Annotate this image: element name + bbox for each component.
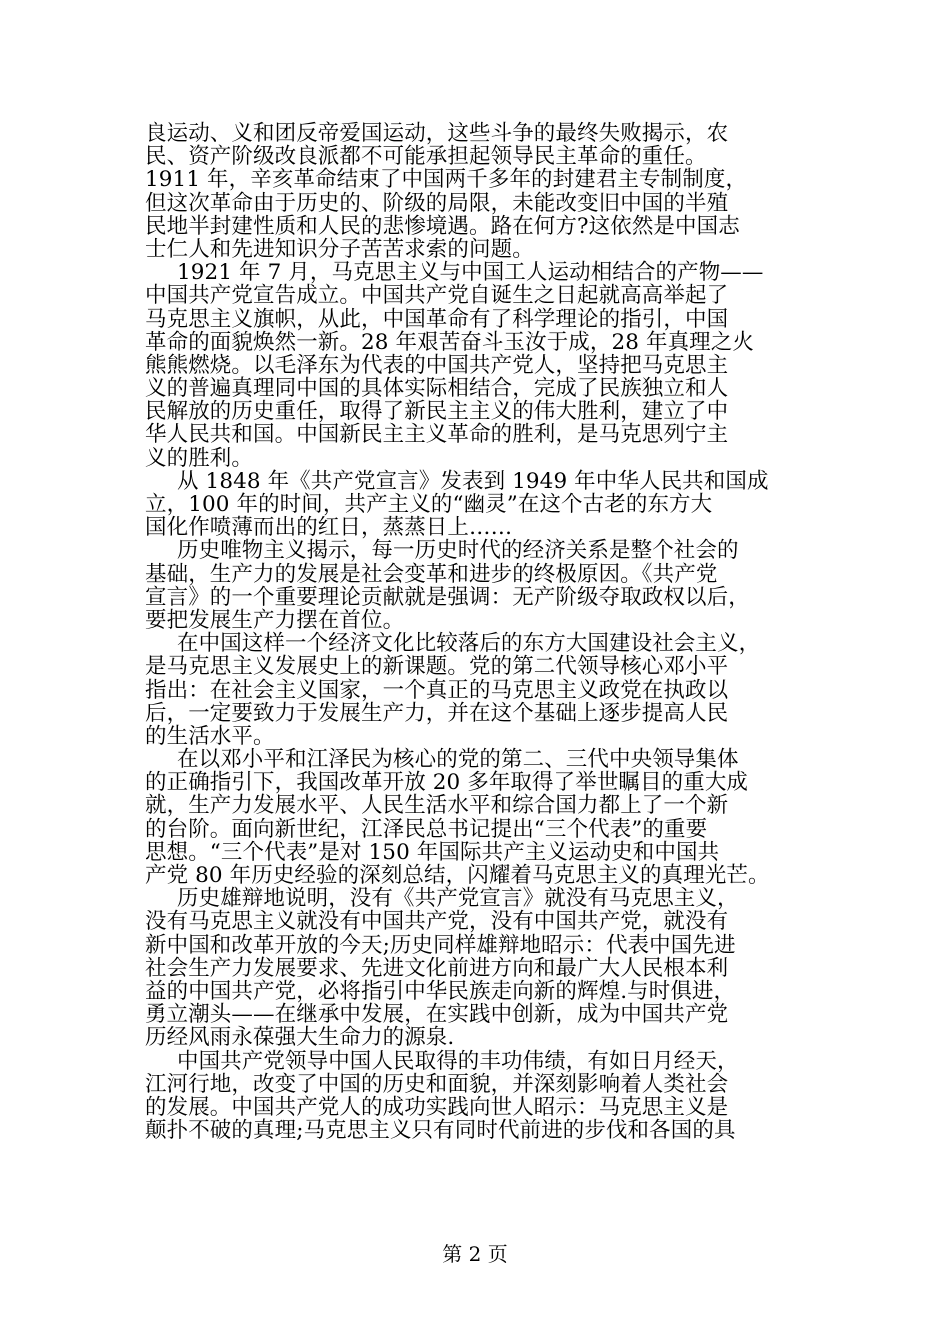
text-line: 勇立潮头——在继承中发展，在实践中创新，成为中国共产党	[145, 1002, 729, 1028]
text-line: 要把发展生产力摆在首位。	[145, 607, 405, 633]
text-line: 1911 年，辛亥革命结束了中国两千多年的封建君主专制制度，	[145, 167, 748, 193]
text-line: 良运动、义和团反帝爱国运动，这些斗争的最终失败揭示，农	[145, 121, 729, 146]
text-line: 的正确指引下，我国改革开放 20 多年取得了举世瞩目的重大成	[145, 770, 749, 796]
text-line: 中国共产党宣告成立。中国共产党自诞生之日起就高高举起了	[145, 283, 729, 309]
paragraph	[145, 539, 815, 632]
text-line: 基础，生产力的发展是社会变革和进步的终极原因。《共产党	[145, 561, 718, 587]
text-line: 宣言》的一个重要理论贡献就是强调：无产阶级夺取政权以后，	[145, 584, 750, 610]
text-line: 从 1848 年《共产党宣言》发表到 1949 年中华人民共和国成	[177, 468, 769, 494]
page-number: 第 2 页	[442, 1242, 508, 1266]
text-line: 在以邓小平和江泽民为核心的党的第二、三代中央领导集体	[177, 747, 739, 773]
text-line: 民解放的历史重任，取得了新民主主义的伟大胜利，建立了中	[145, 399, 729, 425]
text-line: 益的中国共产党，必将指引中华民族走向新的辉煌.与时俱进，	[145, 978, 736, 1004]
text-line: 士仁人和先进知识分子苦苦求索的问题。	[145, 236, 534, 262]
text-line: 1921 年 7 月，马克思主义与中国工人运动相结合的产物——	[177, 260, 764, 286]
text-line: 社会生产力发展要求、先进文化前进方向和最广大人民根本利	[145, 955, 729, 981]
text-line: 后，一定要致力于发展生产力，并在这个基础上逐步提高人民	[145, 700, 729, 726]
document-body	[145, 122, 815, 1142]
text-line: 民、资产阶级改良派都不可能承担起领导民主革命的重任。	[145, 144, 707, 170]
text-line: 革命的面貌焕然一新。28 年艰苦奋斗玉汝于成，28 年真理之火	[145, 329, 754, 355]
text-line: 但这次革命由于历史的、阶级的局限，未能改变旧中国的半殖	[145, 190, 729, 216]
text-line: 指出：在社会主义国家，一个真正的马克思主义政党在执政以	[145, 677, 729, 703]
text-line: 思想。“三个代表”是对 150 年国际共产主义运动史和中国共	[145, 839, 720, 865]
paragraph	[145, 887, 815, 1049]
text-line: 马克思主义旗帜，从此，中国革命有了科学理论的指引，中国	[145, 306, 729, 332]
paragraph	[145, 748, 815, 887]
text-line: 新中国和改革开放的今天;历史同样雄辩地昭示：代表中国先进	[145, 932, 736, 958]
paragraph	[145, 470, 815, 540]
text-line: 江河行地，改变了中国的历史和面貌，并深刻影响着人类社会	[145, 1071, 729, 1097]
text-line: 熊熊燃烧。以毛泽东为代表的中国共产党人，坚持把马克思主	[145, 352, 729, 378]
text-line: 产党 80 年历史经验的深刻总结，闪耀着马克思主义的真理光芒。	[145, 863, 770, 888]
text-line: 中国共产党领导中国人民取得的丰功伟绩，有如日月经天，	[177, 1048, 739, 1074]
paragraph	[145, 122, 815, 261]
text-line: 是马克思主义发展史上的新课题。党的第二代领导核心邓小平	[145, 654, 729, 680]
text-line: 华人民共和国。中国新民主主义革命的胜利，是马克思列宁主	[145, 422, 729, 448]
paragraph	[145, 261, 815, 470]
text-line: 没有马克思主义就没有中国共产党，没有中国共产党，就没有	[145, 909, 729, 935]
text-line: 历史唯物主义揭示，每一历史时代的经济关系是整个社会的	[177, 538, 739, 564]
text-line: 颠扑不破的真理;马克思主义只有同时代前进的步伐和各国的具	[145, 1118, 736, 1144]
text-line: 在中国这样一个经济文化比较落后的东方大国建设社会主义，	[177, 631, 761, 657]
text-line: 就，生产力发展水平、人民生活水平和综合国力都上了一个新	[145, 793, 729, 819]
paragraph	[145, 1050, 815, 1143]
text-line: 的台阶。面向新世纪，江泽民总书记提出“三个代表”的重要	[145, 816, 708, 842]
paragraph	[145, 632, 815, 748]
text-line: 义的胜利。	[145, 445, 254, 471]
text-line: 历史雄辩地说明，没有《共产党宣言》就没有马克思主义，	[177, 886, 739, 912]
text-line: 立，100 年的时间，共产主义的“幽灵”在这个古老的东方大	[145, 492, 713, 517]
text-line: 国化作喷薄而出的红日，蒸蒸日上……	[145, 515, 513, 541]
text-line: 的发展。中国共产党人的成功实践向世人昭示：马克思主义是	[145, 1094, 729, 1120]
text-line: 的生活水平。	[145, 723, 275, 749]
text-line: 民地半封建性质和人民的悲惨境遇。路在何方?这依然是中国志	[145, 213, 740, 239]
text-line: 历经风雨永葆强大生命力的源泉.	[145, 1025, 455, 1051]
text-line: 义的普遍真理同中国的具体实际相结合，完成了民族独立和人	[145, 376, 729, 402]
